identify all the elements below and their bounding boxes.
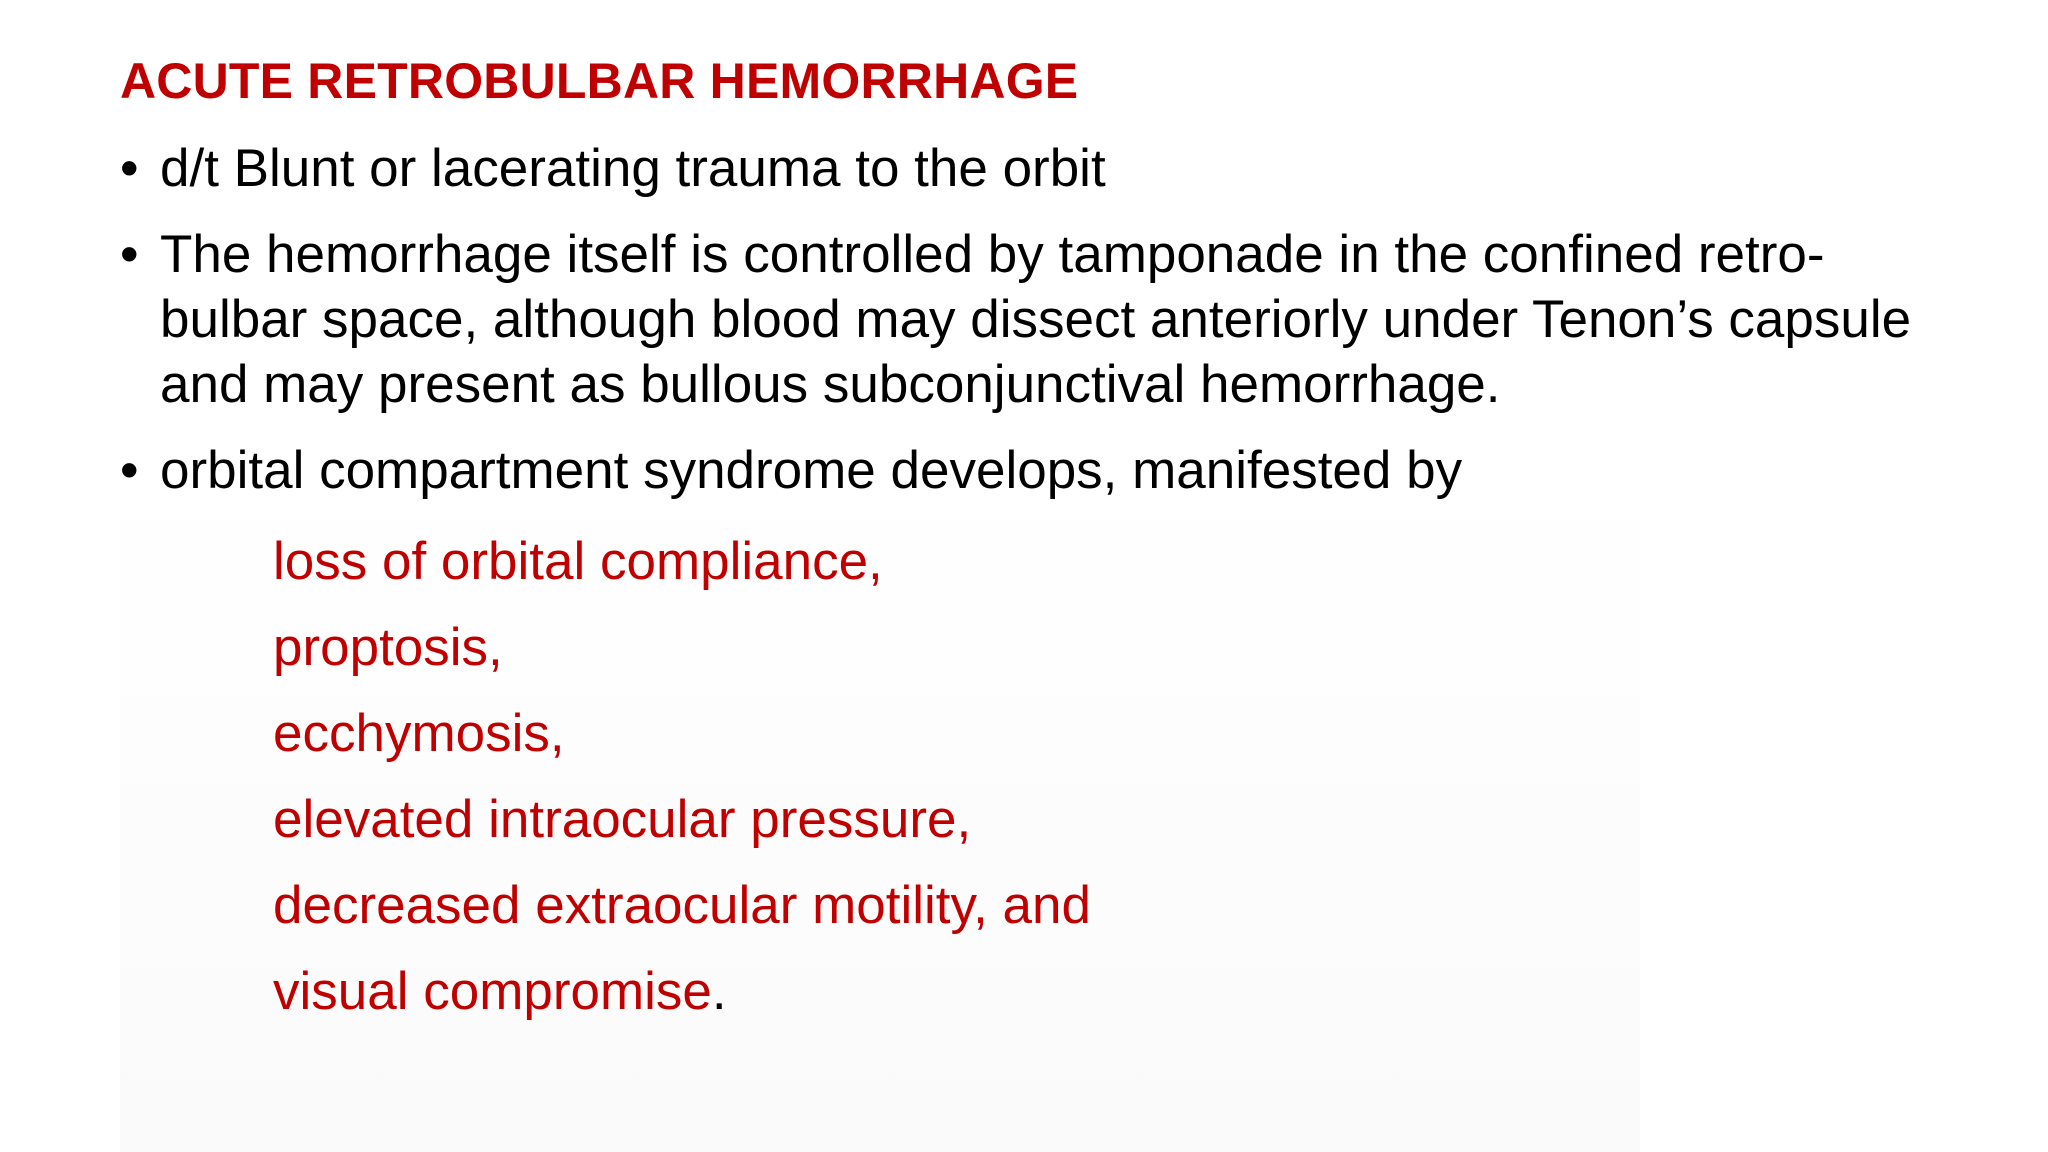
manifestation-list [273, 519, 1091, 1035]
bullet-item-cause [120, 136, 2000, 201]
manifestation-item [273, 949, 1091, 1035]
bullet-item-compartment-syndrome [120, 438, 2000, 503]
final-period: . [711, 962, 727, 1021]
manifestation-item: proptosis, [273, 618, 503, 677]
bullet-text-line: and may present as bullous subconjunctival hemorrhage. [160, 355, 1501, 414]
bullet-text-line: bulbar space, although blood may dissect anteriorly under Tenon’s capsule [160, 290, 1912, 349]
manifestation-item: decreased extraocular motility, and [273, 876, 1091, 935]
manifestation-text: visual compromise [273, 962, 712, 1021]
slide-title: ACUTE RETROBULBAR HEMORRHAGE [120, 53, 1079, 109]
bullet-item-tamponade [120, 222, 2000, 417]
bullet-text: orbital compartment syndrome develops, manifested by [160, 441, 1463, 500]
bullet-text-line: The hemorrhage itself is controlled by tamponade in the confined retro- [160, 225, 1825, 284]
bullet-text: d/t Blunt or lacerating trauma to the orbit [160, 139, 1106, 198]
bullet-dot-icon: • [120, 139, 139, 198]
bullet-dot-icon: • [120, 441, 139, 500]
bullet-dot-icon: • [120, 225, 139, 284]
manifestation-item: elevated intraocular pressure, [273, 790, 972, 849]
manifestation-item: ecchymosis, [273, 704, 565, 763]
manifestation-item: loss of orbital compliance, [273, 532, 883, 591]
bullet-list [120, 136, 2000, 524]
